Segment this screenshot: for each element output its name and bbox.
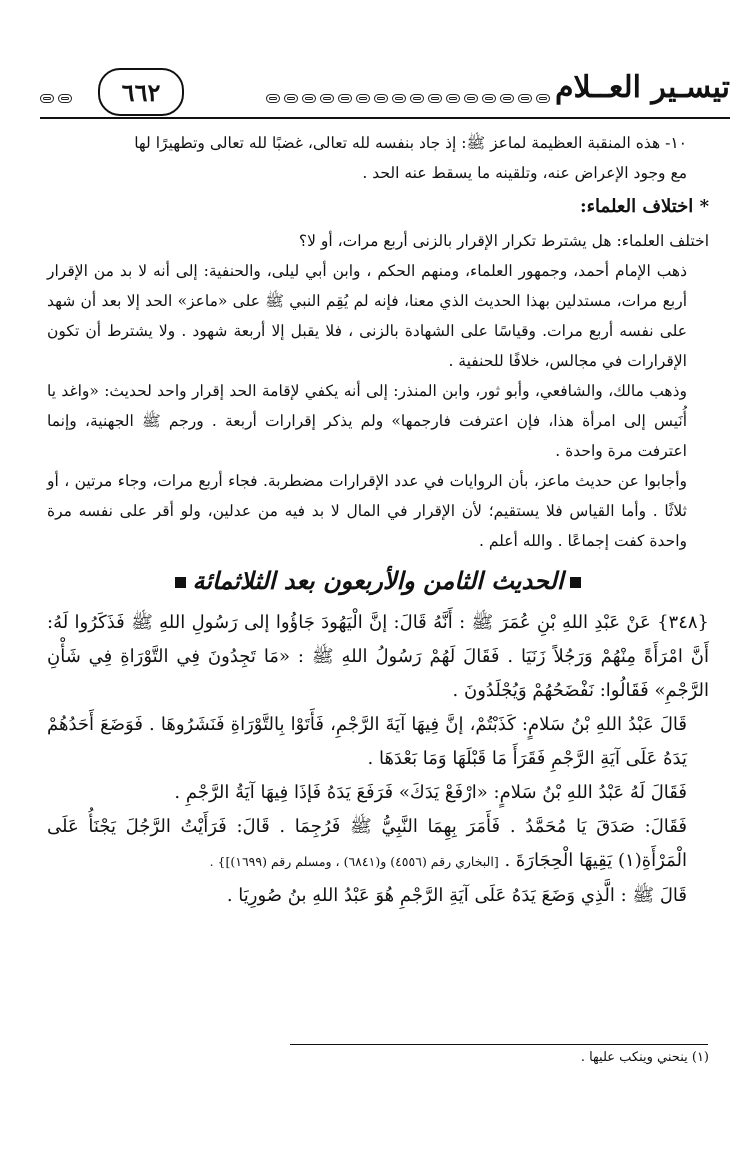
- hadith-text-5: قَالَ ﷺ : الَّذِي وَضَعَ يَدَهُ عَلَى آيَةِ الرَّجْمِ هُوَ عَبْدُ اللهِ بنُ صُورِيَا .: [226, 885, 687, 906]
- book-title: تيسـير العــلام: [554, 70, 730, 105]
- ornament-icon: [500, 94, 514, 103]
- hadith-text-4: [47, 810, 709, 879]
- hadith-text-2: قَالَ عَبْدُ اللهِ بْنُ سَلامٍ: كَذَبْتُمْ، إنَّ فِيهَا آيَةَ الرَّجْمِ، فَأَتَوْا بِالتَّوْرَاةِ فَنَشَرُوهَا . فَوَضَعَ أَحَدُهُمْ يَدَهُ عَلَى آيَةِ الرَّجْمِ فَقَرَأَ مَا قَبْلَهَا وَمَا بَعْدَهَا .: [47, 714, 687, 769]
- hadith-reference: [البخاري رقم (٤٥٥٦) و(٦٨٤١) ، ومسلم رقم (١٦٩٩)]} .: [209, 854, 499, 869]
- page-number-frame: [98, 68, 184, 116]
- page-body: [47, 128, 709, 913]
- hadith-text-1: {٣٤٨} عَنْ عَبْدِ اللهِ بْنِ عُمَرَ ﷺ : أَنَّهُ قَالَ: إنَّ الْيَهُودَ جَاؤُوا إلى رَسُولِ اللهِ ﷺ فَذَكَرُوا لَهُ: أَنَّ امْرَأَةً مِنْهُمْ وَرَجُلاً زَنَيَا . فَقَالَ لَهُمْ رَسُولُ اللهِ ﷺ : «مَا تَجِدُونَ فِي التَّوْرَاةِ فِي شَأْنِ الرَّجْمِ» فَقَالُوا: نَفْضَحُهُمْ وَيُجْلَدُونَ .: [47, 612, 709, 701]
- ornament-icon: [320, 94, 334, 103]
- hadith-title-text: الحديث الثامن والأربعون بعد الثلاثمائة: [192, 566, 564, 595]
- ornament-icon: [284, 94, 298, 103]
- paragraph-point-10-line2: مع وجود الإعراض عنه، وتلقينه ما يسقط عنه الحد .: [362, 164, 687, 182]
- hadith-title: [47, 560, 709, 602]
- ornament-icon: [302, 94, 316, 103]
- footnote: (١) ينحني وينكب عليها .: [580, 1050, 709, 1065]
- ornament-icon: [410, 94, 424, 103]
- ornament-icon: [464, 94, 478, 103]
- page-header: [40, 60, 730, 120]
- paragraph-question: اختلف العلماء: هل يشترط تكرار الإقرار بالزنى أربع مرات، أو لا؟: [298, 232, 709, 250]
- ornament-icon: [428, 94, 442, 103]
- square-bullet-icon: [175, 577, 186, 588]
- header-divider: [40, 117, 730, 119]
- ornament-icon: [356, 94, 370, 103]
- ornament-icon: [58, 94, 72, 103]
- square-bullet-icon: [570, 577, 581, 588]
- hadith-text-4-body: فَقَالَ: صَدَقَ يَا مُحَمَّدُ . فَأَمَرَ بِهِمَا النَّبِيُّ ﷺ فَرُجِمَا . قَالَ: فَرَأَيْتُ الرَّجُلَ يَجْنَأُ عَلَى الْمَرْأَةِ(١) يَقِيهَا الْحِجَارَةَ .: [47, 816, 687, 871]
- page-number: ٦٦٢: [121, 77, 161, 107]
- paragraph-response: وأجابوا عن حديث ماعز، بأن الروايات في عدد الإقرارات مضطربة. فجاء أربع مرات، وجاء مرتين ، أو ثلاثًا . وأما القياس فلا يستقيم؛ لأن الإقرار في المال لا بد فيه من عدلين، ولو أقر على نفسه مرة واحدة كفت إجماعًا . والله أعلم .: [47, 472, 687, 550]
- header-ornament-band: [266, 94, 550, 108]
- ornament-icon: [482, 94, 496, 103]
- paragraph-first-opinion: ذهب الإمام أحمد، وجمهور العلماء، ومنهم الحكم ، وابن أبي ليلى، والحنفية: إلى أنه لا بد من الإقرار أربع مرات، مستدلين بهذا الحديث الذي معنا، فإنه لم يُقِم النبي ﷺ على «ماعز» الحد إلا بعد أن شهد على نفسه أربع مرات. وقياسًا على الشهادة بالزنى ، فلا يقبل إلا أربعة شهود . ولا يشترط أن تكون الإقرارات في مجالس، خلافًا للحنفية .: [47, 262, 687, 370]
- section-heading-ikhtilaf: * اختلاف العلماء:: [579, 196, 709, 217]
- ornament-icon: [338, 94, 352, 103]
- ornament-icon: [374, 94, 388, 103]
- paragraph-point-10-line1: ١٠- هذه المنقبة العظيمة لماعز ﷺ: إذ جاد بنفسه لله تعالى، غضبًا لله تعالى وتطهيرًا لها: [134, 134, 687, 152]
- ornament-icon: [446, 94, 460, 103]
- hadith-text-3: فَقَالَ لَهُ عَبْدُ اللهِ بْنُ سَلامٍ: «ارْفَعْ يَدَكَ» فَرَفَعَ يَدَهُ فَإذَا فِيهَا آيَةُ الرَّجْمِ .: [174, 782, 687, 803]
- ornament-icon: [266, 94, 280, 103]
- header-ornament-left: [40, 94, 72, 103]
- ornament-icon: [536, 94, 550, 103]
- footnote-divider: [290, 1044, 708, 1045]
- ornament-icon: [392, 94, 406, 103]
- ornament-icon: [518, 94, 532, 103]
- paragraph-second-opinion: وذهب مالك، والشافعي، وأبو ثور، وابن المنذر: إلى أنه يكفي لإقامة الحد إقرار واحد لحديث: «واغد يا أُنَيس إلى امرأة هذا، فإن اعترفت فارجمها» ولم يذكر إقرارات أربعة . ورجم ﷺ الجهنية، وإنما اعترفت مرة واحدة .: [47, 382, 687, 460]
- ornament-icon: [40, 94, 54, 103]
